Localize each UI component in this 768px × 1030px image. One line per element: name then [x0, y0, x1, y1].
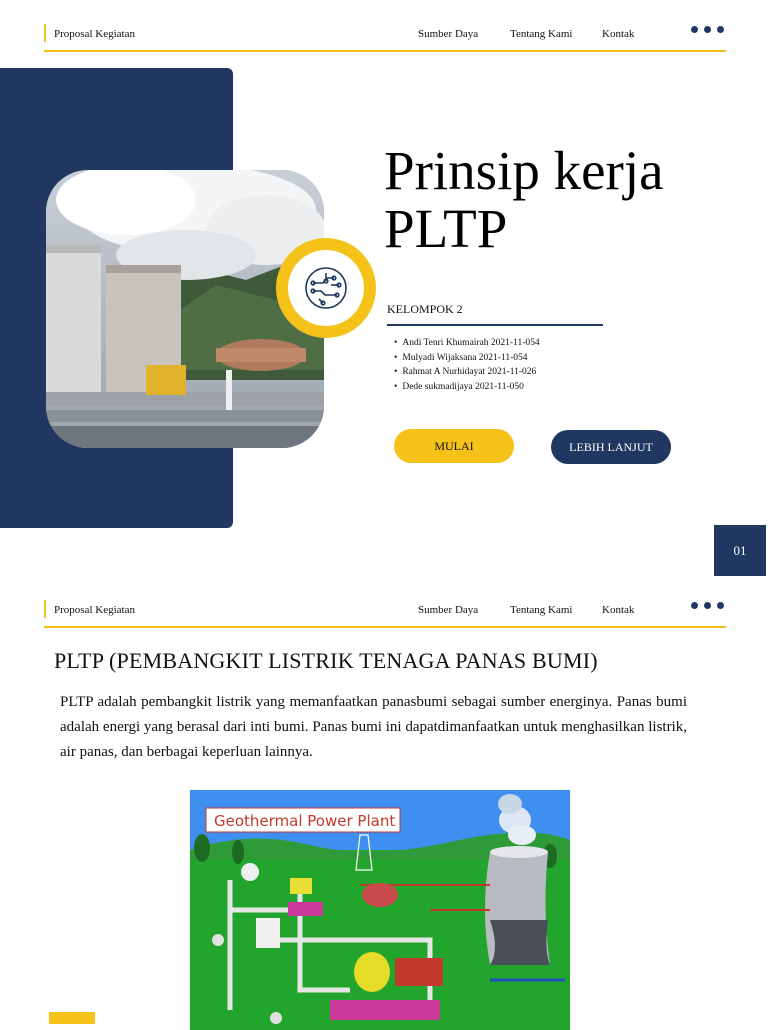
group-divider: [387, 324, 603, 326]
nav-kontak[interactable]: Kontak: [602, 28, 635, 40]
nav-tentang-kami[interactable]: Tentang Kami: [510, 28, 573, 40]
circuit-brain-icon: [288, 250, 364, 326]
header-accent: [44, 24, 46, 42]
section-heading: PLTP (PEMBANGKIT LISTRIK TENAGA PANAS BUMI): [54, 648, 598, 673]
page-number: 01: [714, 525, 766, 576]
nav-sumber-daya[interactable]: Sumber Daya: [418, 28, 479, 40]
brand-label: Proposal Kegiatan: [54, 28, 135, 40]
more-dots-icon[interactable]: [691, 602, 724, 609]
list-item: • Andi Tenri Khumairah 2021-11-054: [394, 336, 540, 351]
nav-tentang-kami[interactable]: Tentang Kami: [510, 604, 573, 616]
slide-title: [384, 142, 664, 258]
nav-kontak[interactable]: Kontak: [602, 604, 635, 616]
title-line-2: PLTP: [384, 198, 508, 259]
member-list: [394, 336, 540, 394]
start-button[interactable]: MULAI: [394, 429, 514, 463]
more-button[interactable]: LEBIH LANJUT: [551, 430, 671, 464]
list-item: • Rahmat A Nurhidayat 2021-11-026: [394, 365, 540, 380]
slide-2: [0, 590, 768, 1024]
list-item: • Mulyadi Wijaksana 2021-11-054: [394, 351, 540, 366]
nav-sumber-daya[interactable]: Sumber Daya: [418, 604, 479, 616]
icon-ring: [276, 238, 376, 338]
corner-accent: [49, 1012, 95, 1024]
list-item: • Dede sukmadijaya 2021-11-050: [394, 380, 540, 395]
body-paragraph: PLTP adalah pembangkit listrik yang memanfaatkan panasbumi sebagai sumber energinya. Panas bumi adalah energi yang berasal dari inti bumi. Panas bumi ini dapatdimanfaatkan untuk menghasilkan listrik, air panas, dan berbagai keperluan lainnya.: [60, 694, 687, 760]
group-label: KELOMPOK 2: [387, 302, 463, 316]
more-dots-icon[interactable]: [691, 26, 724, 33]
title-line-1: Prinsip kerja: [384, 140, 664, 201]
header-accent: [44, 600, 46, 618]
top-bar: [44, 28, 726, 52]
diagram-title: Geothermal Power Plant: [214, 812, 396, 830]
geothermal-diagram: [190, 790, 570, 1030]
top-bar: [44, 604, 726, 628]
brand-label: Proposal Kegiatan: [54, 604, 135, 616]
